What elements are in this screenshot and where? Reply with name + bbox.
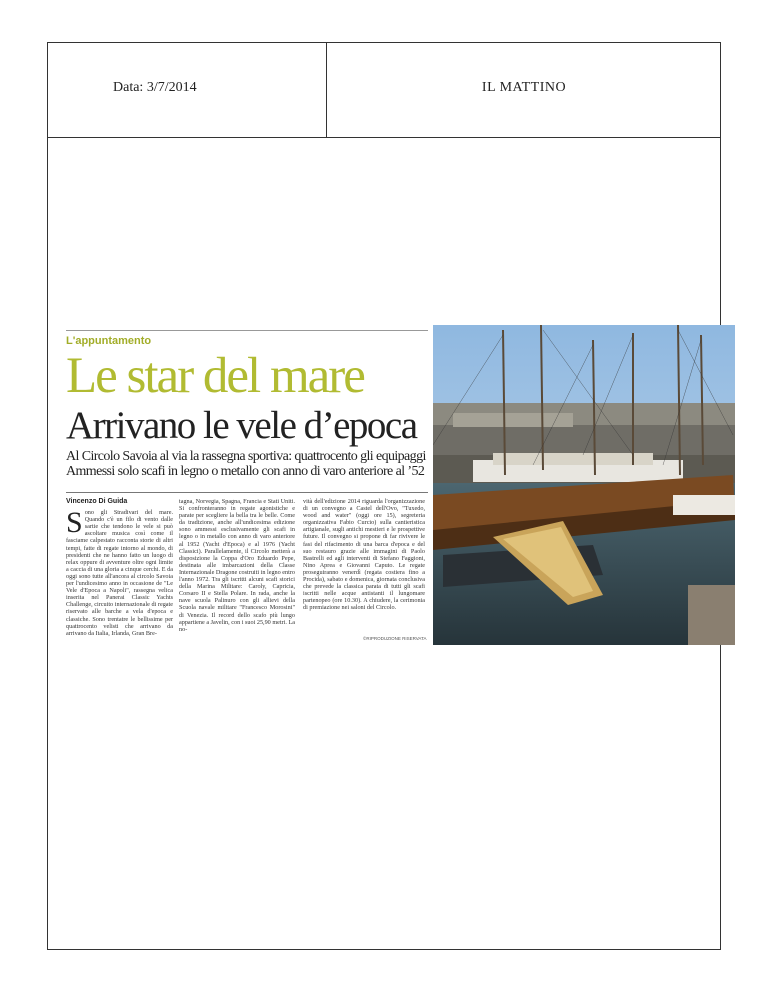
kicker-rule bbox=[66, 330, 428, 331]
article-column-1 bbox=[66, 498, 173, 637]
header-publication: IL MATTINO bbox=[481, 80, 567, 95]
article-subtitle: Arrivano le vele d’epoca bbox=[66, 404, 417, 447]
article-title: Le star del mare bbox=[66, 348, 364, 404]
deck-line-1: Al Circolo Savoia al via la rassegna sportiva: quattrocento gli equipaggi bbox=[66, 449, 426, 464]
article-byline: Vincenzo Di Guida bbox=[66, 498, 128, 505]
header-date: Data: 3/7/2014 bbox=[113, 80, 197, 95]
article-deck bbox=[66, 449, 428, 479]
article-column-3: vità dell'edizione 2014 riguarda l'organizzazione di un convegno a Castel dell'Ovo, "Tuxedo, wood and water" (oggi ore 15), segreteria organizzativa Fabio Curcio) sulla cantieristica artigianale, sugli antichi mestieri e le prospettive future. Il convegno si propone di far rivivere le fasi del rifacimento di una barca d'epoca e del suo restauro grazie alle immagini di Paolo Bastrelli ed agli interventi di Stefano Faggioni, Nino Aprea e Giovanni Caputo. Le regate proseguiranno venerdì (regata costiera fino a Procida), sabato e domenica, giornata conclusiva che prevede la classica parata di tutti gli scafi iscritti nelle acque antistanti il lungomare partenopeo (ore 10.30). A chiudere, la cerimonia di premiazione nei saloni del Circolo. bbox=[303, 498, 425, 612]
newspaper-clipping bbox=[66, 325, 735, 645]
header-divider-horizontal bbox=[48, 137, 720, 138]
column-1-text: ono gli Stradivari del mare. Quando c'è un filo di vento dalle sartie che tendono le vele si può ascoltare musica così come il fasciame calpestato racconta storie di altri tempi, fatte di regate intorno al mondo, di presidenti che ne hanno fatto un luogo di relax oppure di avventure oltre ogni limite a caccia di una gloria a cinque cerchi. E da oggi sono tutte all'ancora al circolo Savoia per l'undicesimo anno in occasione de "Le Vele d'Epoca a Napoli", rassegna velica inserita nel Panerai Classic Yachts Challenge, circuito internazionale di regate riservato alle barche a vela d'epoca e classiche. Sono trentatre le bellissime per quattrocento velisti che arrivano da arrivano da Italia, Irlanda, Gran Bre- bbox=[66, 509, 173, 637]
sailboats-photo bbox=[433, 325, 735, 645]
article-kicker: L'appuntamento bbox=[66, 335, 152, 347]
deck-rule bbox=[66, 492, 428, 493]
copyright-note: ©RIPRODUZIONE RISERVATA bbox=[363, 636, 427, 641]
article-column-2: tagna, Norvegia, Spagna, Francia e Stati Uniti. Si confronteranno in regate agonistiche e parate per scegliere la bella tra le belle. Come da tradizione, anche all'undicesima edizione sono ammessi esclusivamente gli scafi in legno o in metallo con anno di varo anteriore al 1952 (Yacht d'Epoca) e al 1976 (Yacht Classici). Parallelamente, il Circolo metterà a disposizione la Coppa d'Oro Eduardo Pepe, destinata alle imbarcazioni della Classe Internazionale Dragone costruiti in legno entro l'anno 1972. Tra gli iscritti alcuni scafi storici della Marina Militare: Caroly, Capricia, Corsaro II e Stella Polare. In rada, anche la nave scuola Palinuro con gli allievi della Scuola navale militare "Francesco Morosini" di Venezia. Il record dello scafo più lungo appartiene a Javelin, con i suoi 25,90 metri. La no- bbox=[179, 498, 295, 633]
deck-line-2: Ammessi solo scafi in legno o metallo con anno di varo anteriore al ’52 bbox=[66, 464, 425, 479]
dropcap: S bbox=[66, 506, 83, 540]
